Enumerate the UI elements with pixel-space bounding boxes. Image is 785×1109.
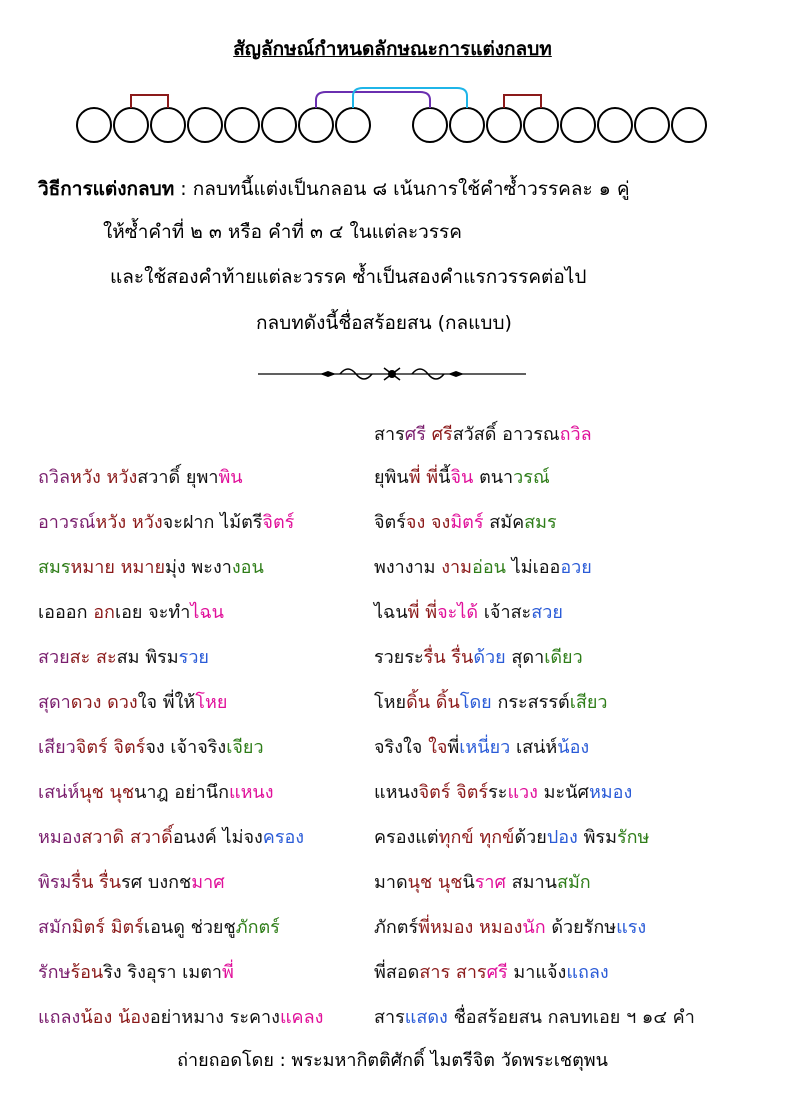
poem-line-l7	[38, 732, 264, 761]
poem-segment: อย่าหมาง ระคาง	[149, 1007, 280, 1028]
poem-segment: แถลง	[566, 962, 609, 983]
poem-segment: เจียว	[226, 737, 264, 758]
poem-segment: โดย	[459, 692, 492, 713]
poem-segment: ครองแต่	[374, 827, 439, 848]
poem-segment: อุรา เมตา	[145, 962, 222, 983]
poem-line-l8	[38, 777, 274, 806]
poem-segment: ศรี	[486, 962, 508, 983]
poem-segment: แถลง	[38, 1007, 81, 1028]
poem-segment: แหนง	[228, 782, 274, 803]
poem-line-l5	[38, 642, 209, 671]
poem-segment: รื่น รื่น	[423, 647, 474, 668]
poem-segment: ไฉน	[190, 602, 224, 623]
poem-segment: แวง	[507, 782, 538, 803]
poem-segment: ด้วย	[473, 647, 506, 668]
poem-segment: ริง ริง	[103, 962, 146, 983]
poem-segment: เอนดู ช่วยชู	[143, 917, 236, 938]
poem-segment: หมอง	[588, 782, 633, 803]
verse-pattern-diagram	[0, 80, 785, 160]
poem-segment: สมร	[524, 512, 557, 533]
poem-segment: มุ่ง พะงา	[165, 557, 232, 578]
poem-segment: จิตร์	[262, 512, 295, 533]
poem-line-l6	[38, 687, 227, 716]
poem-segment: สวย	[38, 647, 70, 668]
poem-line-l4	[38, 597, 224, 626]
poem-segment: ปอง	[546, 827, 578, 848]
poem-segment: อาวรณ์	[38, 512, 96, 533]
circle-8	[336, 108, 370, 142]
poem-line-r2	[374, 507, 557, 536]
poem-segment: สุดา	[505, 647, 545, 668]
poem-segment: จะได้	[437, 602, 479, 623]
poem-segment: นิ	[462, 872, 475, 893]
poem-line-l13	[38, 1002, 323, 1031]
poem-segment: จะฝาก ไม้ตรี	[162, 512, 263, 533]
repeat-link-right	[504, 95, 541, 108]
poem-segment: พี่	[447, 737, 460, 758]
poem-segment: ถวิล	[38, 467, 71, 488]
poem-line-r3	[374, 552, 592, 581]
poem-segment: อวย	[560, 557, 592, 578]
poem-segment: นัก	[522, 917, 546, 938]
poem-segment: ไม่เออ	[505, 557, 561, 578]
poem-segment: รักษ	[616, 827, 650, 848]
poem-segment: นี้	[438, 467, 451, 488]
poem-segment: รศ บงกช	[121, 872, 192, 893]
circle-3	[151, 108, 185, 142]
poem-segment: สาร	[374, 1007, 405, 1028]
poem-line-r0	[374, 419, 592, 448]
circle-13	[561, 108, 595, 142]
poem-segment: เสน่ห์	[510, 737, 558, 758]
poem-segment: สวาดิ์ ยุพา	[137, 467, 219, 488]
poem-segment: สาร สาร	[419, 962, 487, 983]
poem-segment: โหย	[195, 692, 228, 713]
poem-segment: หมอง	[38, 827, 82, 848]
repeat-link-left	[131, 95, 168, 108]
poem-segment: ใจ พี่ให้	[137, 692, 196, 713]
poem-segment: เอย จะทำ	[114, 602, 191, 623]
poem-segment: มาด	[374, 872, 408, 893]
poem-segment: ใจ	[428, 737, 448, 758]
poem-segment: อก	[93, 602, 115, 623]
poem-segment: เอออก	[38, 602, 94, 623]
poem-segment: รวย	[178, 647, 209, 668]
circle-7	[299, 108, 333, 142]
poem-segment: ด้วย	[514, 827, 547, 848]
poem-segment: สวย	[531, 602, 563, 623]
poem-segment: วรณ์	[513, 467, 550, 488]
poem-segment: แหนง	[374, 782, 419, 803]
circle-1	[77, 108, 111, 142]
poem-segment: พิรม	[577, 827, 617, 848]
poem-line-r1	[374, 462, 550, 491]
poem-segment: ไฉน	[374, 602, 408, 623]
poem-segment: โหย	[374, 692, 407, 713]
poem-segment: ดิ้น ดิ้น	[406, 692, 460, 713]
poem-segment: สม พิรม	[116, 647, 179, 668]
poem-segment: ครอง	[262, 827, 305, 848]
poem-segment: แคลง	[279, 1007, 324, 1028]
poem-line-r10	[374, 867, 591, 896]
poem-segment: ราศ	[474, 872, 506, 893]
poem-segment: น้อง น้อง	[80, 1007, 150, 1028]
poem-segment: ดวง ดวง	[70, 692, 138, 713]
poem-segment: งอน	[231, 557, 264, 578]
poem-segment: จิตร์ จิตร์	[75, 737, 146, 758]
poem-segment: เดียว	[544, 647, 583, 668]
poem-line-l3	[38, 552, 264, 581]
poem-segment: มะนัศ	[537, 782, 589, 803]
poem-segment: นุช นุช	[407, 872, 463, 893]
poem-segment: สวัสดิ์ อาวรณ	[452, 424, 560, 445]
poem-segment: เสน่ห์	[38, 782, 80, 803]
poem-segment: หมาย หมาย	[70, 557, 166, 578]
method-line-3: และใช้สองคำท้ายแต่ละวรรค ซ้ำเป็นสองคำแรกวรรคต่อไป	[110, 266, 587, 288]
poem-line-r12	[374, 957, 609, 986]
poem-segment: ร้อน	[70, 962, 104, 983]
poem-segment: มาศ	[191, 872, 225, 893]
poem-segment: หวัง หวัง	[95, 512, 163, 533]
poem-segment: ทุกข์ ทุกข์	[438, 827, 515, 848]
poem-segment: ศรี	[404, 424, 432, 445]
syllable-circles	[77, 108, 706, 142]
poem-segment: พี่ พี่	[407, 602, 438, 623]
method-line-1	[38, 174, 630, 204]
poem-segment: สมาน	[505, 872, 557, 893]
poem-line-l11	[38, 912, 280, 941]
poem-segment: ภักตร์	[374, 917, 419, 938]
circle-2	[114, 108, 148, 142]
poem-segment: ตนา	[473, 467, 514, 488]
poem-segment: จิตร์ จิตร์	[418, 782, 489, 803]
poem-segment: ถวิล	[559, 424, 592, 445]
poem-segment: มิตร์ มิตร์	[71, 917, 144, 938]
poem-segment: พิน	[218, 467, 243, 488]
poem-segment: มิตร์	[450, 512, 484, 533]
poem-segment: แสดง	[404, 1007, 448, 1028]
poem-segment: เหนี่ยว	[459, 737, 511, 758]
poem-segment: นาฎ อย่านึก	[134, 782, 229, 803]
poem-segment: สาร	[374, 424, 405, 445]
poem-segment: พี่	[418, 917, 430, 938]
poem-segment: สมัก	[38, 917, 72, 938]
poem-segment: จง จง	[405, 512, 451, 533]
poem-segment: แรง	[616, 917, 647, 938]
circle-16	[672, 108, 706, 142]
poem-segment: ์อนงค์ ไม่จง	[172, 827, 263, 848]
poem-segment: จริงใจ	[374, 737, 429, 758]
poem-segment: พิรม	[38, 872, 72, 893]
poem-segment: เจ้าสะ	[478, 602, 532, 623]
poem-segment: ระ	[488, 782, 508, 803]
poem-segment: สมร	[38, 557, 71, 578]
poem-segment: ชื่อสร้อยสน กลบทเอย ฯ ๑๔ คำ	[447, 1007, 695, 1028]
method-label: วิธีการแต่งกลบท	[38, 178, 175, 200]
circle-14	[598, 108, 632, 142]
poem-segment: จิตร์	[374, 512, 406, 533]
poem-line-r9	[374, 822, 649, 851]
poem-segment: พี่ พี่	[408, 467, 439, 488]
poem-segment: สมัก	[556, 872, 591, 893]
poem-segment: หมอง หมอง	[430, 917, 523, 938]
poem-segment: มาแจ้ง	[507, 962, 567, 983]
method-text-1: : กลบทนี้แต่งเป็นกลอน ๘ เน้นการใช้คำซ้ำวรรคละ ๑ คู่	[174, 178, 630, 200]
poem-segment: กระสรรต์	[491, 692, 570, 713]
poem-line-r6	[374, 687, 607, 716]
poem-segment: น้อง	[557, 737, 590, 758]
circle-11	[487, 108, 521, 142]
circle-6	[262, 108, 296, 142]
poem-line-l10	[38, 867, 225, 896]
poem-line-l9	[38, 822, 304, 851]
poem-line-r8	[374, 777, 632, 806]
poem-segment: รื่น รื่น	[71, 872, 122, 893]
poem-line-r13	[374, 1002, 695, 1031]
poem-segment: สวาดิ สวาดิ	[81, 827, 173, 848]
poem-segment: ศรี	[431, 424, 453, 445]
poem-segment: สมัค	[483, 512, 525, 533]
carry-link-purple	[316, 92, 430, 108]
circle-10	[450, 108, 484, 142]
page-title: สัญลักษณ์กำหนดลักษณะการแต่งกลบท	[233, 38, 552, 60]
poem-segment: สะ สะ	[69, 647, 117, 668]
poem-segment: เสียว	[38, 737, 76, 758]
method-line-2: ให้ซ้ำคำที่ ๒ ๓ หรือ คำที่ ๓ ๔ ในแต่ละวรรค	[103, 221, 462, 243]
poem-line-r4	[374, 597, 563, 626]
poem-segment: เสียว	[569, 692, 608, 713]
ornament-divider	[258, 364, 526, 384]
poem-segment: ภักตร์	[235, 917, 280, 938]
poem-segment: พงางาม	[374, 557, 442, 578]
poem-segment: งาม	[441, 557, 473, 578]
poem-line-l12	[38, 957, 234, 986]
poem-line-r5	[374, 642, 583, 671]
circle-4	[188, 108, 222, 142]
poem-segment: รวยระ	[374, 647, 424, 668]
poem-line-r7	[374, 732, 589, 761]
circle-5	[225, 108, 259, 142]
poem-segment: อ่อน	[472, 557, 506, 578]
method-line-4: กลบทดังนี้ชื่อสร้อยสน (กลแบบ)	[256, 312, 512, 334]
poem-segment: สุดา	[38, 692, 71, 713]
poem-line-l1	[38, 462, 243, 491]
circle-12	[524, 108, 558, 142]
circle-9	[413, 108, 447, 142]
poem-segment: นุช นุช	[79, 782, 135, 803]
poem-segment: จง เจ้าจริง	[145, 737, 227, 758]
poem-line-r11	[374, 912, 646, 941]
poem-segment: ด้วยรักษ	[545, 917, 617, 938]
poem-line-l2	[38, 507, 294, 536]
poem-segment: หวัง หวัง	[70, 467, 138, 488]
circle-15	[635, 108, 669, 142]
poem-segment: รักษ	[38, 962, 71, 983]
poem-segment: จิน	[450, 467, 474, 488]
poem-segment: ยุพิน	[374, 467, 409, 488]
transcriber-credit: ถ่ายถอดโดย : พระมหากิตติศักดิ์ ไมตรีจิต วัดพระเชตุพน	[177, 1050, 608, 1071]
poem-segment: พี่	[222, 962, 234, 983]
poem-segment: พี่สอด	[374, 962, 420, 983]
